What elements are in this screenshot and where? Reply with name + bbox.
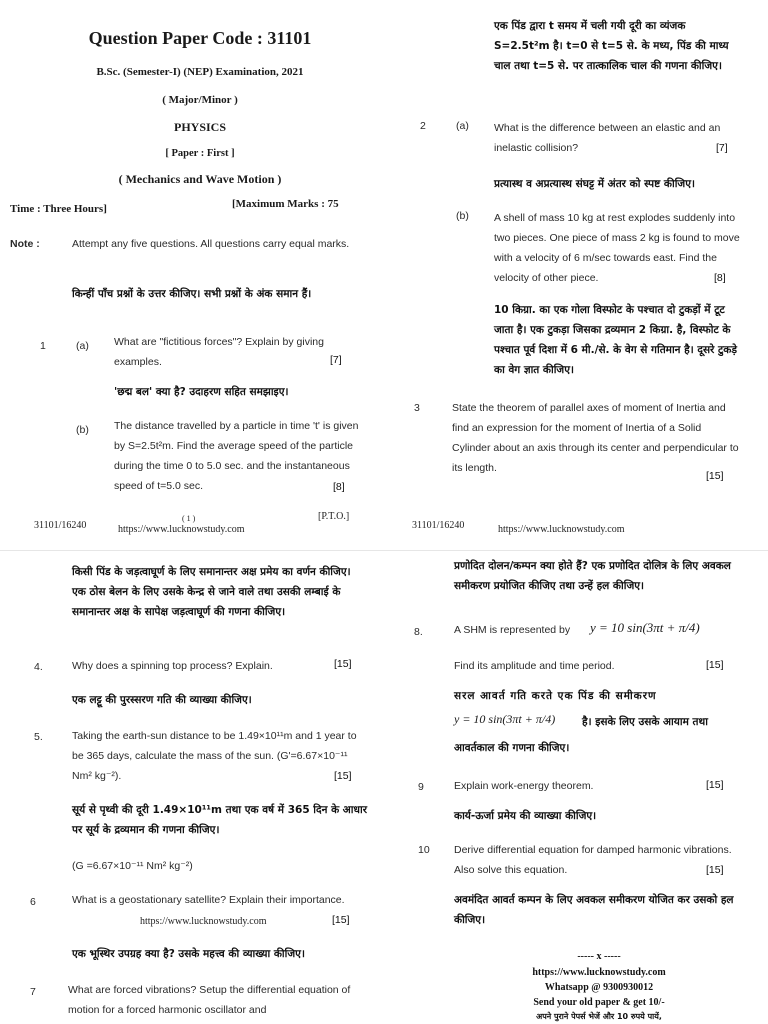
- question-text-hi: एक भूस्थिर उपग्रह क्या है? उसके महत्त्व की व्याख्या कीजिए।: [72, 948, 305, 960]
- question-text-hi: किसी पिंड के जड़त्वाघूर्ण के लिए समानान्तर अक्ष प्रमेय का वर्णन कीजिए। एक ठोस बेलन के लिए उसके केन्द्र से जाने वाले तथा उसकी लम्बाई के समानान्तर अक्ष के सापेक्ष जड़त्वाघूर्ण की गणना कीजिए।: [72, 566, 351, 618]
- paper-code-footer: 31101/16240: [34, 520, 87, 531]
- marks: [15]: [706, 470, 724, 482]
- website-url: https://www.lucknowstudy.com: [118, 524, 245, 535]
- marks: [15]: [334, 770, 352, 782]
- part-label: (a): [456, 120, 469, 132]
- note-label: Note :: [10, 238, 40, 250]
- website-url: https://www.lucknowstudy.com: [140, 916, 267, 927]
- marks: [15]: [334, 658, 352, 670]
- question-text: The distance travelled by a particle in time 't' is given by S=2.5t²m. Find the average speed of the particle during the time 0 to 5.0 sec. and the instantaneous speed of t=5.0 sec.: [114, 420, 359, 492]
- end-website-url: https://www.lucknowstudy.com: [532, 967, 666, 978]
- pto-label: [P.T.O.]: [318, 511, 350, 522]
- question-text-hi: प्रणोदित दोलन/कम्पन क्या होते हैं? एक प्रणोदित दोलित्र के लिए अवकल समीकरण प्रयोजित कीजिए तथा उन्हें हल कीजिए।: [454, 560, 731, 592]
- question-number: 6: [30, 896, 36, 908]
- question-text: What are forced vibrations? Setup the differential equation of motion for a forced harmonic oscillator and: [68, 984, 351, 1016]
- question-text-hi: कार्य-ऊर्जा प्रमेय की व्याख्या कीजिए।: [454, 810, 597, 822]
- marks: [15]: [332, 914, 350, 926]
- question-number: 5.: [34, 731, 43, 743]
- maximum-marks: [Maximum Marks : 75: [232, 198, 339, 210]
- question-text: Why does a spinning top process? Explain.: [72, 660, 273, 672]
- marks: [7]: [716, 142, 728, 154]
- question-text-hi: अवमंदित आवर्त कम्पन के लिए अवकल समीकरण योजित कर उसको हल कीजिए।: [454, 894, 734, 926]
- part-label: (b): [456, 210, 469, 222]
- question-number: 10: [418, 844, 430, 856]
- subject-title: PHYSICS: [173, 120, 226, 134]
- question-text-hi: प्रत्यास्थ व अप्रत्यास्थ संघट्ट में अंतर को स्पष्ट कीजिए।: [494, 178, 695, 190]
- question-paper-code: Question Paper Code : 31101: [88, 28, 312, 48]
- paper-topic: ( Mechanics and Wave Motion ): [118, 172, 282, 186]
- question-text-hi: सरल आवर्त गति करते एक पिंड की समीकरण: [454, 690, 657, 702]
- marks: [15]: [706, 659, 724, 671]
- paper-label: [ Paper : First ]: [165, 148, 235, 159]
- whatsapp-contact: Whatsapp @ 9300930012: [544, 982, 654, 993]
- question-text: A SHM is represented by: [454, 624, 571, 636]
- major-minor: ( Major/Minor ): [162, 94, 238, 106]
- question-text: What are "fictitious forces"? Explain by giving examples.: [114, 336, 324, 368]
- website-url: https://www.lucknowstudy.com: [498, 524, 625, 535]
- question-number: 9: [418, 781, 424, 793]
- question-number: 2: [420, 120, 426, 132]
- time-allowed: Time : Three Hours]: [10, 203, 107, 215]
- marks: [15]: [706, 779, 724, 791]
- part-label: (b): [76, 424, 89, 436]
- question-text: Find its amplitude and time period.: [454, 660, 615, 672]
- part-label: (a): [76, 340, 89, 352]
- question-text: What is a geostationary satellite? Explain their importance.: [72, 894, 345, 906]
- question-text-hi: 10 किग्रा. का एक गोला विस्फोट के पश्चात दो टुकड़ों में टूट जाता है। एक टुकड़ा जिसका द्रव्यमान 2 किग्रा. है, विस्फोट के पश्चात पूर्व दिशा में 6 मी./से. के वेग से गतिमान है। दूसरे टुकड़े का वेग ज्ञात कीजिए।: [494, 304, 737, 376]
- gravitational-constant: (G =6.67×10⁻¹¹ Nm² kg⁻²): [72, 860, 193, 872]
- send-paper-offer-hi: अपने पुराने पेपर्स भेजें और 10 रुपये पायें,: [536, 1012, 662, 1021]
- send-paper-offer: Send your old paper & get 10/-: [533, 997, 665, 1008]
- question-text: Explain work-energy theorem.: [454, 780, 594, 792]
- question-text-hi: एक पिंड द्वारा t समय में चली गयी दूरी का व्यंजक S=2.5t²m है। t=0 से t=5 से. के मध्य, पिंड की माध्य चाल तथा t=5 से. पर तात्कालिक चाल की गणना कीजिए।: [494, 20, 729, 72]
- question-text: State the theorem of parallel axes of moment of Inertia and find an expression for the moment of Inertia of a Solid Cylinder about an axis through its center and perpendicular to its length.: [452, 402, 739, 474]
- question-text-hi: 'छद्म बल' क्या है? उदाहरण सहित समझाइए।: [114, 386, 289, 398]
- question-number: 4.: [34, 661, 43, 673]
- exam-title: B.Sc. (Semester-I) (NEP) Examination, 2021: [96, 66, 304, 78]
- marks: [15]: [706, 864, 724, 876]
- shm-equation: y = 10 sin(3πt + π/4): [454, 712, 556, 726]
- marks: [8]: [333, 481, 345, 493]
- note-text-en: Attempt any five questions. All questions carry equal marks.: [72, 238, 350, 250]
- question-number: 1: [40, 340, 46, 352]
- paper-code-footer: 31101/16240: [412, 520, 465, 531]
- question-text: A shell of mass 10 kg at rest explodes suddenly into two pieces. One piece of mass 2 kg is found to move with a velocity of 6 m/sec towards east. Find the velocity of other piece.: [494, 212, 740, 284]
- question-text-hi: आवर्तकाल की गणना कीजिए।: [454, 742, 570, 754]
- question-text-hi: एक लट्टू की पुरस्सरण गति की व्याख्या कीजिए।: [72, 694, 252, 706]
- marks: [8]: [714, 272, 726, 284]
- question-number: 8.: [414, 626, 423, 638]
- note-text-hi: किन्हीं पाँच प्रश्नों के उत्तर कीजिए। सभी प्रश्नों के अंक समान हैं।: [72, 288, 312, 300]
- page-divider: [0, 550, 768, 551]
- question-text: What is the difference between an elastic and an inelastic collision?: [494, 122, 721, 154]
- question-text: Derive differential equation for damped harmonic vibrations. Also solve this equation.: [454, 844, 732, 876]
- end-separator: ----- x -----: [577, 951, 621, 962]
- shm-equation: y = 10 sin(3πt + π/4): [590, 620, 700, 635]
- question-text: Taking the earth-sun distance to be 1.49×10¹¹m and 1 year to be 365 days, calculate the mass of the sun. (G'=6.67×10⁻¹¹ Nm² kg⁻²).: [72, 730, 357, 782]
- question-number: 7: [30, 986, 36, 998]
- question-number: 3: [414, 402, 420, 414]
- question-text-hi: है। इसके लिए उसके आयाम तथा: [582, 716, 708, 728]
- page-number: ( 1 ): [182, 514, 196, 523]
- question-text-hi: सूर्य से पृथ्वी की दूरी 1.49×10¹¹m तथा एक वर्ष में 365 दिन के आधार पर सूर्य के द्रव्यमान की गणना कीजिए।: [72, 804, 367, 836]
- marks: [7]: [330, 354, 342, 366]
